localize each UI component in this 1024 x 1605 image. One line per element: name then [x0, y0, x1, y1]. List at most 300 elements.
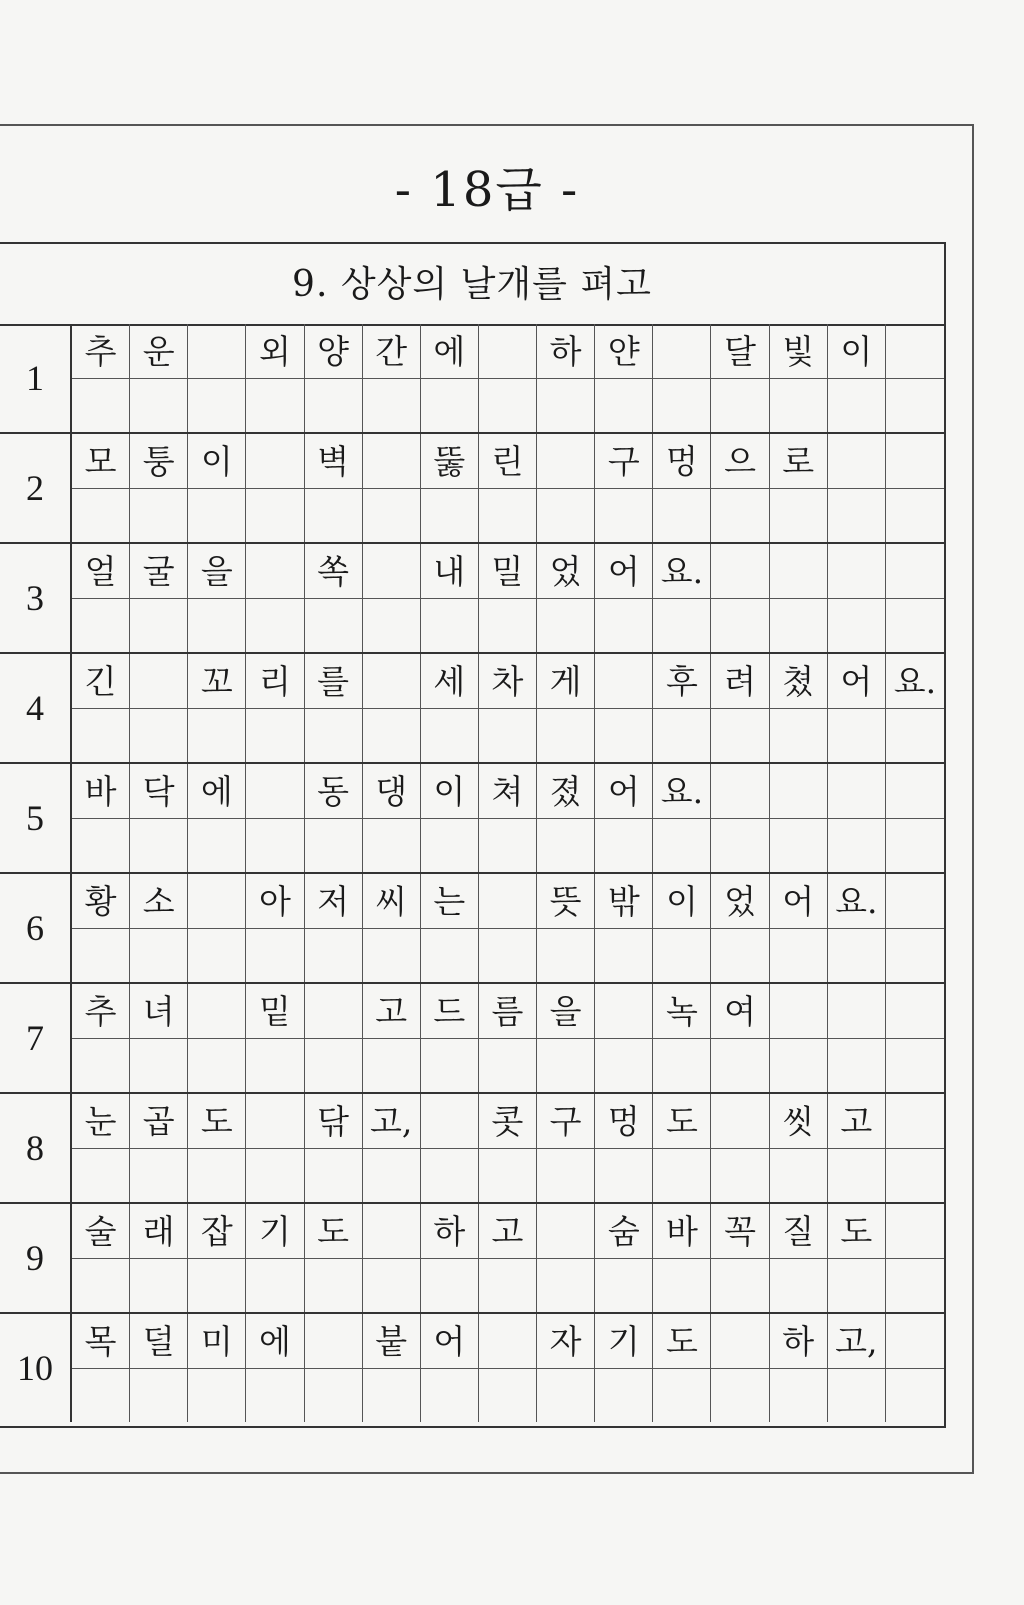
row-number: 3	[0, 544, 72, 652]
practice-writing-cell[interactable]	[537, 599, 595, 652]
writing-rows	[0, 324, 944, 1424]
practice-writing-cell[interactable]	[595, 599, 653, 652]
model-character-cell: 도	[188, 1094, 246, 1149]
grid-row	[0, 544, 944, 654]
model-character-cell: 요.	[653, 764, 711, 819]
model-character-cell: 었	[711, 874, 769, 929]
model-character-cell: 에	[188, 764, 246, 819]
row-cells	[72, 874, 944, 982]
practice-writing-cell[interactable]	[537, 1369, 595, 1422]
model-character-cell: 하	[421, 1204, 479, 1259]
grid-row	[0, 984, 944, 1094]
row-cells	[72, 544, 944, 652]
model-character-cell: 고	[479, 1204, 537, 1259]
practice-writing-cell[interactable]	[711, 819, 769, 872]
model-character-cell: 에	[246, 1314, 304, 1369]
model-character-cell	[711, 1094, 769, 1149]
practice-writing-cell[interactable]	[246, 1149, 304, 1202]
practice-writing-cell[interactable]	[188, 1369, 246, 1422]
practice-writing-cell[interactable]	[653, 1039, 711, 1092]
practice-writing-cell[interactable]	[363, 379, 421, 432]
practice-writing-cell[interactable]	[653, 379, 711, 432]
model-character-cell: 숨	[595, 1204, 653, 1259]
practice-writing-cell[interactable]	[886, 929, 944, 982]
model-character-cell: 운	[130, 324, 188, 379]
model-character-cell: 구	[537, 1094, 595, 1149]
practice-writing-cell[interactable]	[886, 489, 944, 542]
model-character-cell	[595, 654, 653, 709]
model-character-cell: 도	[653, 1314, 711, 1369]
model-character-cell: 밖	[595, 874, 653, 929]
model-character-cell: 외	[246, 324, 304, 379]
model-character-cell: 붙	[363, 1314, 421, 1369]
practice-writing-cell[interactable]	[828, 819, 886, 872]
practice-writing-cell[interactable]	[246, 929, 304, 982]
model-character-cell	[188, 874, 246, 929]
practice-writing-cell[interactable]	[72, 599, 130, 652]
practice-writing-cell[interactable]	[188, 599, 246, 652]
model-character-cell: 었	[537, 544, 595, 599]
practice-writing-cell[interactable]	[421, 1259, 479, 1312]
model-character-cell: 뜻	[537, 874, 595, 929]
row-number: 1	[0, 324, 72, 432]
model-character-cell: 씨	[363, 874, 421, 929]
model-character-cell: 멍	[595, 1094, 653, 1149]
practice-writing-cell[interactable]	[130, 1369, 188, 1422]
model-character-cell: 녀	[130, 984, 188, 1039]
practice-writing-cell[interactable]	[72, 819, 130, 872]
model-character-cell	[886, 544, 944, 599]
model-character-cell: 하	[770, 1314, 828, 1369]
practice-writing-cell[interactable]	[479, 819, 537, 872]
practice-writing-cell[interactable]	[305, 709, 363, 762]
practice-writing-cell[interactable]	[363, 819, 421, 872]
practice-writing-cell[interactable]	[246, 1039, 304, 1092]
model-character-cell	[886, 1094, 944, 1149]
model-character-cell: 달	[711, 324, 769, 379]
row-cells	[72, 764, 944, 872]
writing-grid-sheet	[0, 242, 946, 1428]
practice-writing-cell[interactable]	[246, 1369, 304, 1422]
practice-writing-cell[interactable]	[828, 1039, 886, 1092]
practice-writing-cell[interactable]	[770, 819, 828, 872]
practice-writing-cell[interactable]	[770, 1149, 828, 1202]
practice-writing-cell[interactable]	[421, 709, 479, 762]
practice-writing-cell[interactable]	[188, 1259, 246, 1312]
practice-writing-cell[interactable]	[363, 1259, 421, 1312]
practice-writing-cell[interactable]	[130, 599, 188, 652]
practice-writing-cell[interactable]	[711, 1149, 769, 1202]
row-cells	[72, 984, 944, 1092]
practice-writing-cell[interactable]	[246, 489, 304, 542]
model-character-cell	[770, 984, 828, 1039]
practice-writing-cell[interactable]	[653, 599, 711, 652]
model-character-cell: 쳤	[770, 654, 828, 709]
practice-writing-cell[interactable]	[188, 1149, 246, 1202]
grid-row	[0, 434, 944, 544]
practice-writing-cell[interactable]	[188, 489, 246, 542]
practice-writing-cell[interactable]	[479, 1149, 537, 1202]
model-character-cell: 씻	[770, 1094, 828, 1149]
practice-writing-cell[interactable]	[246, 819, 304, 872]
practice-writing-cell[interactable]	[770, 599, 828, 652]
practice-writing-cell[interactable]	[72, 929, 130, 982]
model-character-cell	[886, 434, 944, 489]
practice-writing-cell[interactable]	[653, 929, 711, 982]
model-character-cell: 얀	[595, 324, 653, 379]
practice-writing-cell[interactable]	[711, 929, 769, 982]
practice-writing-cell[interactable]	[363, 709, 421, 762]
practice-writing-cell[interactable]	[363, 929, 421, 982]
model-character-cell	[770, 544, 828, 599]
practice-writing-cell[interactable]	[130, 1039, 188, 1092]
row-number: 7	[0, 984, 72, 1092]
model-character-cell: 고,	[828, 1314, 886, 1369]
model-character-cell	[130, 654, 188, 709]
model-character-cell: 후	[653, 654, 711, 709]
model-character-cell	[595, 984, 653, 1039]
model-character-cell: 잡	[188, 1204, 246, 1259]
grid-row	[0, 1204, 944, 1314]
model-character-cell: 으	[711, 434, 769, 489]
practice-writing-cell[interactable]	[711, 709, 769, 762]
practice-writing-cell[interactable]	[886, 1149, 944, 1202]
practice-writing-cell[interactable]	[711, 1259, 769, 1312]
practice-writing-cell[interactable]	[770, 1259, 828, 1312]
practice-writing-cell[interactable]	[828, 489, 886, 542]
model-character-cell: 얼	[72, 544, 130, 599]
practice-writing-cell[interactable]	[72, 1149, 130, 1202]
model-character-cell	[188, 324, 246, 379]
practice-writing-cell[interactable]	[130, 819, 188, 872]
practice-writing-cell[interactable]	[479, 599, 537, 652]
model-character-cell: 을	[537, 984, 595, 1039]
model-character-cell	[886, 764, 944, 819]
practice-writing-cell[interactable]	[595, 709, 653, 762]
practice-writing-cell[interactable]	[421, 1039, 479, 1092]
model-character-cell: 술	[72, 1204, 130, 1259]
model-character-cell: 로	[770, 434, 828, 489]
practice-writing-cell[interactable]	[537, 1039, 595, 1092]
grade-title: - 18급 -	[394, 162, 580, 218]
model-character-cell	[421, 1094, 479, 1149]
model-character-cell: 자	[537, 1314, 595, 1369]
practice-writing-cell[interactable]	[188, 929, 246, 982]
practice-writing-cell[interactable]	[246, 1259, 304, 1312]
practice-writing-cell[interactable]	[305, 929, 363, 982]
model-character-cell: 요.	[886, 654, 944, 709]
practice-writing-cell[interactable]	[595, 379, 653, 432]
model-character-cell: 여	[711, 984, 769, 1039]
model-character-cell	[246, 1094, 304, 1149]
practice-writing-cell[interactable]	[653, 709, 711, 762]
model-character-cell: 녹	[653, 984, 711, 1039]
practice-writing-cell[interactable]	[886, 709, 944, 762]
model-character-cell: 요.	[828, 874, 886, 929]
model-character-cell: 고	[828, 1094, 886, 1149]
grid-row	[0, 1314, 944, 1424]
practice-writing-cell[interactable]	[130, 489, 188, 542]
model-character-cell: 는	[421, 874, 479, 929]
grid-row	[0, 874, 944, 984]
model-character-cell	[711, 544, 769, 599]
model-character-cell	[711, 764, 769, 819]
practice-writing-cell[interactable]	[828, 1259, 886, 1312]
practice-writing-cell[interactable]	[305, 819, 363, 872]
model-character-cell: 콧	[479, 1094, 537, 1149]
model-character-cell: 추	[72, 324, 130, 379]
practice-writing-cell[interactable]	[305, 1149, 363, 1202]
practice-writing-cell[interactable]	[421, 1149, 479, 1202]
model-character-cell: 에	[421, 324, 479, 379]
model-character-cell: 려	[711, 654, 769, 709]
practice-writing-cell[interactable]	[363, 1149, 421, 1202]
practice-writing-cell[interactable]	[246, 379, 304, 432]
model-character-cell: 간	[363, 324, 421, 379]
practice-writing-cell[interactable]	[828, 379, 886, 432]
practice-writing-cell[interactable]	[711, 489, 769, 542]
row-number: 6	[0, 874, 72, 982]
model-character-cell: 요.	[653, 544, 711, 599]
model-character-cell	[363, 654, 421, 709]
practice-writing-cell[interactable]	[770, 1369, 828, 1422]
model-character-cell: 졌	[537, 764, 595, 819]
model-character-cell: 린	[479, 434, 537, 489]
row-number: 9	[0, 1204, 72, 1312]
model-character-cell	[305, 984, 363, 1039]
model-character-cell: 하	[537, 324, 595, 379]
row-number: 10	[0, 1314, 72, 1422]
practice-writing-cell[interactable]	[886, 379, 944, 432]
model-character-cell: 목	[72, 1314, 130, 1369]
practice-writing-cell[interactable]	[537, 1149, 595, 1202]
practice-writing-cell[interactable]	[72, 1369, 130, 1422]
model-character-cell: 모	[72, 434, 130, 489]
practice-writing-cell[interactable]	[653, 1149, 711, 1202]
model-character-cell: 도	[305, 1204, 363, 1259]
practice-writing-cell[interactable]	[188, 1039, 246, 1092]
practice-writing-cell[interactable]	[537, 379, 595, 432]
model-character-cell: 저	[305, 874, 363, 929]
practice-writing-cell[interactable]	[770, 1039, 828, 1092]
practice-writing-cell[interactable]	[653, 489, 711, 542]
practice-writing-cell[interactable]	[188, 379, 246, 432]
row-number: 8	[0, 1094, 72, 1202]
practice-writing-cell[interactable]	[246, 599, 304, 652]
practice-writing-cell[interactable]	[537, 1259, 595, 1312]
model-character-cell: 내	[421, 544, 479, 599]
practice-writing-cell[interactable]	[188, 709, 246, 762]
practice-writing-cell[interactable]	[886, 819, 944, 872]
model-character-cell: 기	[595, 1314, 653, 1369]
model-character-cell: 벽	[305, 434, 363, 489]
practice-writing-cell[interactable]	[130, 1149, 188, 1202]
model-character-cell: 추	[72, 984, 130, 1039]
practice-writing-cell[interactable]	[828, 1149, 886, 1202]
practice-writing-cell[interactable]	[595, 1369, 653, 1422]
practice-writing-cell[interactable]	[770, 709, 828, 762]
model-character-cell: 양	[305, 324, 363, 379]
practice-writing-cell[interactable]	[130, 709, 188, 762]
model-character-cell: 고	[363, 984, 421, 1039]
model-character-cell: 밀	[479, 544, 537, 599]
model-character-cell	[246, 764, 304, 819]
row-cells	[72, 1314, 944, 1422]
model-character-cell: 꼭	[711, 1204, 769, 1259]
practice-writing-cell[interactable]	[886, 1259, 944, 1312]
practice-writing-cell[interactable]	[246, 709, 304, 762]
lesson-title: 9. 상상의 날개를 펴고	[0, 244, 944, 326]
model-character-cell: 닦	[305, 1094, 363, 1149]
practice-writing-cell[interactable]	[188, 819, 246, 872]
practice-writing-cell[interactable]	[305, 599, 363, 652]
model-character-cell: 기	[246, 1204, 304, 1259]
model-character-cell: 도	[828, 1204, 886, 1259]
model-character-cell: 어	[595, 764, 653, 819]
row-cells	[72, 1094, 944, 1202]
model-character-cell: 어	[828, 654, 886, 709]
practice-writing-cell[interactable]	[363, 1039, 421, 1092]
practice-writing-cell[interactable]	[595, 1039, 653, 1092]
model-character-cell: 이	[828, 324, 886, 379]
practice-writing-cell[interactable]	[363, 489, 421, 542]
model-character-cell	[305, 1314, 363, 1369]
model-character-cell	[886, 324, 944, 379]
model-character-cell: 댕	[363, 764, 421, 819]
practice-writing-cell[interactable]	[305, 489, 363, 542]
practice-writing-cell[interactable]	[479, 1259, 537, 1312]
practice-writing-cell[interactable]	[479, 1039, 537, 1092]
practice-writing-cell[interactable]	[595, 1259, 653, 1312]
model-character-cell: 이	[653, 874, 711, 929]
practice-writing-cell[interactable]	[828, 929, 886, 982]
practice-writing-cell[interactable]	[72, 379, 130, 432]
row-cells	[72, 1204, 944, 1312]
model-character-cell	[711, 1314, 769, 1369]
grid-row	[0, 654, 944, 764]
practice-writing-cell[interactable]	[653, 1259, 711, 1312]
practice-writing-cell[interactable]	[886, 1039, 944, 1092]
model-character-cell: 차	[479, 654, 537, 709]
practice-writing-cell[interactable]	[770, 379, 828, 432]
model-character-cell	[246, 544, 304, 599]
practice-writing-cell[interactable]	[537, 709, 595, 762]
practice-writing-cell[interactable]	[421, 929, 479, 982]
practice-writing-cell[interactable]	[130, 379, 188, 432]
practice-writing-cell[interactable]	[828, 1369, 886, 1422]
practice-writing-cell[interactable]	[653, 819, 711, 872]
practice-writing-cell[interactable]	[886, 599, 944, 652]
practice-writing-cell[interactable]	[363, 1369, 421, 1422]
practice-writing-cell[interactable]	[72, 709, 130, 762]
practice-writing-cell[interactable]	[72, 1039, 130, 1092]
practice-writing-cell[interactable]	[421, 489, 479, 542]
practice-writing-cell[interactable]	[828, 599, 886, 652]
model-character-cell: 고,	[363, 1094, 421, 1149]
model-character-cell: 쏙	[305, 544, 363, 599]
model-character-cell	[770, 764, 828, 819]
practice-writing-cell[interactable]	[130, 1259, 188, 1312]
practice-writing-cell[interactable]	[363, 599, 421, 652]
model-character-cell	[363, 544, 421, 599]
model-character-cell: 어	[421, 1314, 479, 1369]
practice-writing-cell[interactable]	[537, 489, 595, 542]
practice-writing-cell[interactable]	[479, 709, 537, 762]
practice-writing-cell[interactable]	[479, 1369, 537, 1422]
practice-writing-cell[interactable]	[770, 489, 828, 542]
practice-writing-cell[interactable]	[770, 929, 828, 982]
row-cells	[72, 654, 944, 762]
grid-row	[0, 324, 944, 434]
model-character-cell: 이	[188, 434, 246, 489]
practice-writing-cell[interactable]	[711, 379, 769, 432]
model-character-cell: 드	[421, 984, 479, 1039]
model-character-cell: 미	[188, 1314, 246, 1369]
practice-writing-cell[interactable]	[479, 489, 537, 542]
model-character-cell: 어	[595, 544, 653, 599]
practice-writing-cell[interactable]	[421, 1369, 479, 1422]
model-character-cell: 구	[595, 434, 653, 489]
practice-writing-cell[interactable]	[305, 1039, 363, 1092]
practice-writing-cell[interactable]	[479, 379, 537, 432]
practice-writing-cell[interactable]	[72, 489, 130, 542]
model-character-cell: 어	[770, 874, 828, 929]
practice-writing-cell[interactable]	[653, 1369, 711, 1422]
practice-writing-cell[interactable]	[305, 379, 363, 432]
model-character-cell: 게	[537, 654, 595, 709]
practice-writing-cell[interactable]	[305, 1369, 363, 1422]
row-number: 2	[0, 434, 72, 542]
model-character-cell: 뚫	[421, 434, 479, 489]
model-character-cell: 눈	[72, 1094, 130, 1149]
model-character-cell	[828, 434, 886, 489]
model-character-cell: 래	[130, 1204, 188, 1259]
practice-writing-cell[interactable]	[595, 1149, 653, 1202]
practice-writing-cell[interactable]	[479, 929, 537, 982]
practice-writing-cell[interactable]	[421, 599, 479, 652]
practice-writing-cell[interactable]	[711, 1039, 769, 1092]
grid-row	[0, 1094, 944, 1204]
model-character-cell: 이	[421, 764, 479, 819]
practice-writing-cell[interactable]	[72, 1259, 130, 1312]
practice-writing-cell[interactable]	[595, 819, 653, 872]
practice-writing-cell[interactable]	[595, 489, 653, 542]
row-cells	[72, 324, 944, 432]
model-character-cell: 름	[479, 984, 537, 1039]
practice-writing-cell[interactable]	[828, 709, 886, 762]
model-character-cell	[479, 874, 537, 929]
model-character-cell	[537, 434, 595, 489]
practice-writing-cell[interactable]	[537, 819, 595, 872]
model-character-cell: 긴	[72, 654, 130, 709]
practice-writing-cell[interactable]	[130, 929, 188, 982]
model-character-cell: 을	[188, 544, 246, 599]
practice-writing-cell[interactable]	[595, 929, 653, 982]
practice-writing-cell[interactable]	[421, 379, 479, 432]
practice-writing-cell[interactable]	[711, 599, 769, 652]
practice-writing-cell[interactable]	[711, 1369, 769, 1422]
model-character-cell	[653, 324, 711, 379]
model-character-cell	[886, 874, 944, 929]
model-character-cell: 황	[72, 874, 130, 929]
model-character-cell: 곱	[130, 1094, 188, 1149]
model-character-cell	[828, 984, 886, 1039]
model-character-cell: 소	[130, 874, 188, 929]
practice-writing-cell[interactable]	[537, 929, 595, 982]
practice-writing-cell[interactable]	[421, 819, 479, 872]
practice-writing-cell[interactable]	[886, 1369, 944, 1422]
practice-writing-cell[interactable]	[305, 1259, 363, 1312]
